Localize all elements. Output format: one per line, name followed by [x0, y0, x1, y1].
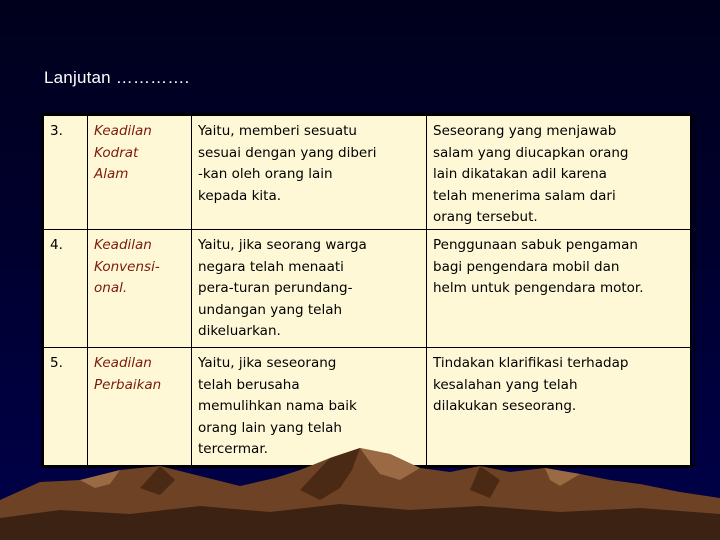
- example: [427, 116, 695, 230]
- example-line: Tindakan klarifikasi terhadap: [433, 355, 629, 371]
- definition-line: kepada kita.: [198, 187, 282, 204]
- justice-type-line: Keadilan: [94, 123, 152, 139]
- example-line: kesalahan yang telah: [433, 376, 578, 393]
- content-table: [41, 113, 692, 468]
- definition-line: undangan yang telah: [198, 301, 343, 318]
- justice-type-line: Alam: [94, 166, 129, 182]
- example-line: dilakukan seseorang.: [433, 398, 577, 414]
- example-line: Penggunaan sabuk pengaman: [433, 237, 638, 253]
- definition-line: telah berusaha: [198, 376, 300, 393]
- justice-type-line: onal.: [94, 280, 128, 296]
- row-number: 3.: [44, 116, 88, 230]
- example-line: bagi pengendara mobil dan: [433, 258, 620, 275]
- definition-line: memulihkan nama baik: [198, 398, 357, 414]
- definition: [192, 230, 427, 348]
- row-number: 4.: [44, 230, 88, 348]
- definition-line: Yaitu, memberi sesuatu: [198, 123, 357, 139]
- justice-type-line: Keadilan: [94, 237, 152, 253]
- example-line: lain dikatakan adil karena: [433, 166, 607, 182]
- definition-line: tercermar.: [198, 441, 268, 457]
- table-row: [44, 230, 695, 348]
- justice-type-line: Perbaikan: [94, 376, 162, 393]
- example-line: orang tersebut.: [433, 209, 538, 225]
- example-line: salam yang diucapkan orang: [433, 144, 629, 161]
- justice-type-line: Kodrat: [94, 144, 139, 161]
- justice-type-line: Konvensi-: [94, 258, 160, 275]
- definition-line: dikeluarkan.: [198, 323, 281, 339]
- mountain-landscape: [0, 440, 720, 540]
- justice-type-line: Keadilan: [94, 355, 152, 371]
- definition-line: negara telah menaati: [198, 258, 344, 275]
- table-body: [44, 116, 695, 466]
- definition-line: Yaitu, jika seseorang: [198, 355, 337, 371]
- example-line: telah menerima salam dari: [433, 187, 616, 204]
- example-line: Seseorang yang menjawab: [433, 123, 617, 139]
- definition-line: pera-turan perundang-: [198, 280, 353, 296]
- definition: [192, 116, 427, 230]
- definition-line: orang lain yang telah: [198, 419, 342, 436]
- row-number: 5.: [44, 348, 88, 466]
- definition-line: sesuai dengan yang diberi: [198, 144, 377, 161]
- definition-line: Yaitu, jika seorang warga: [198, 237, 367, 253]
- table-row: [44, 116, 695, 230]
- justice-type: [88, 116, 192, 230]
- example-line: helm untuk pengendara motor.: [433, 280, 644, 296]
- slide-title: Lanjutan ………….: [44, 68, 190, 87]
- example: [427, 230, 695, 348]
- definition-line: -kan oleh orang lain: [198, 166, 333, 182]
- justice-type: [88, 230, 192, 348]
